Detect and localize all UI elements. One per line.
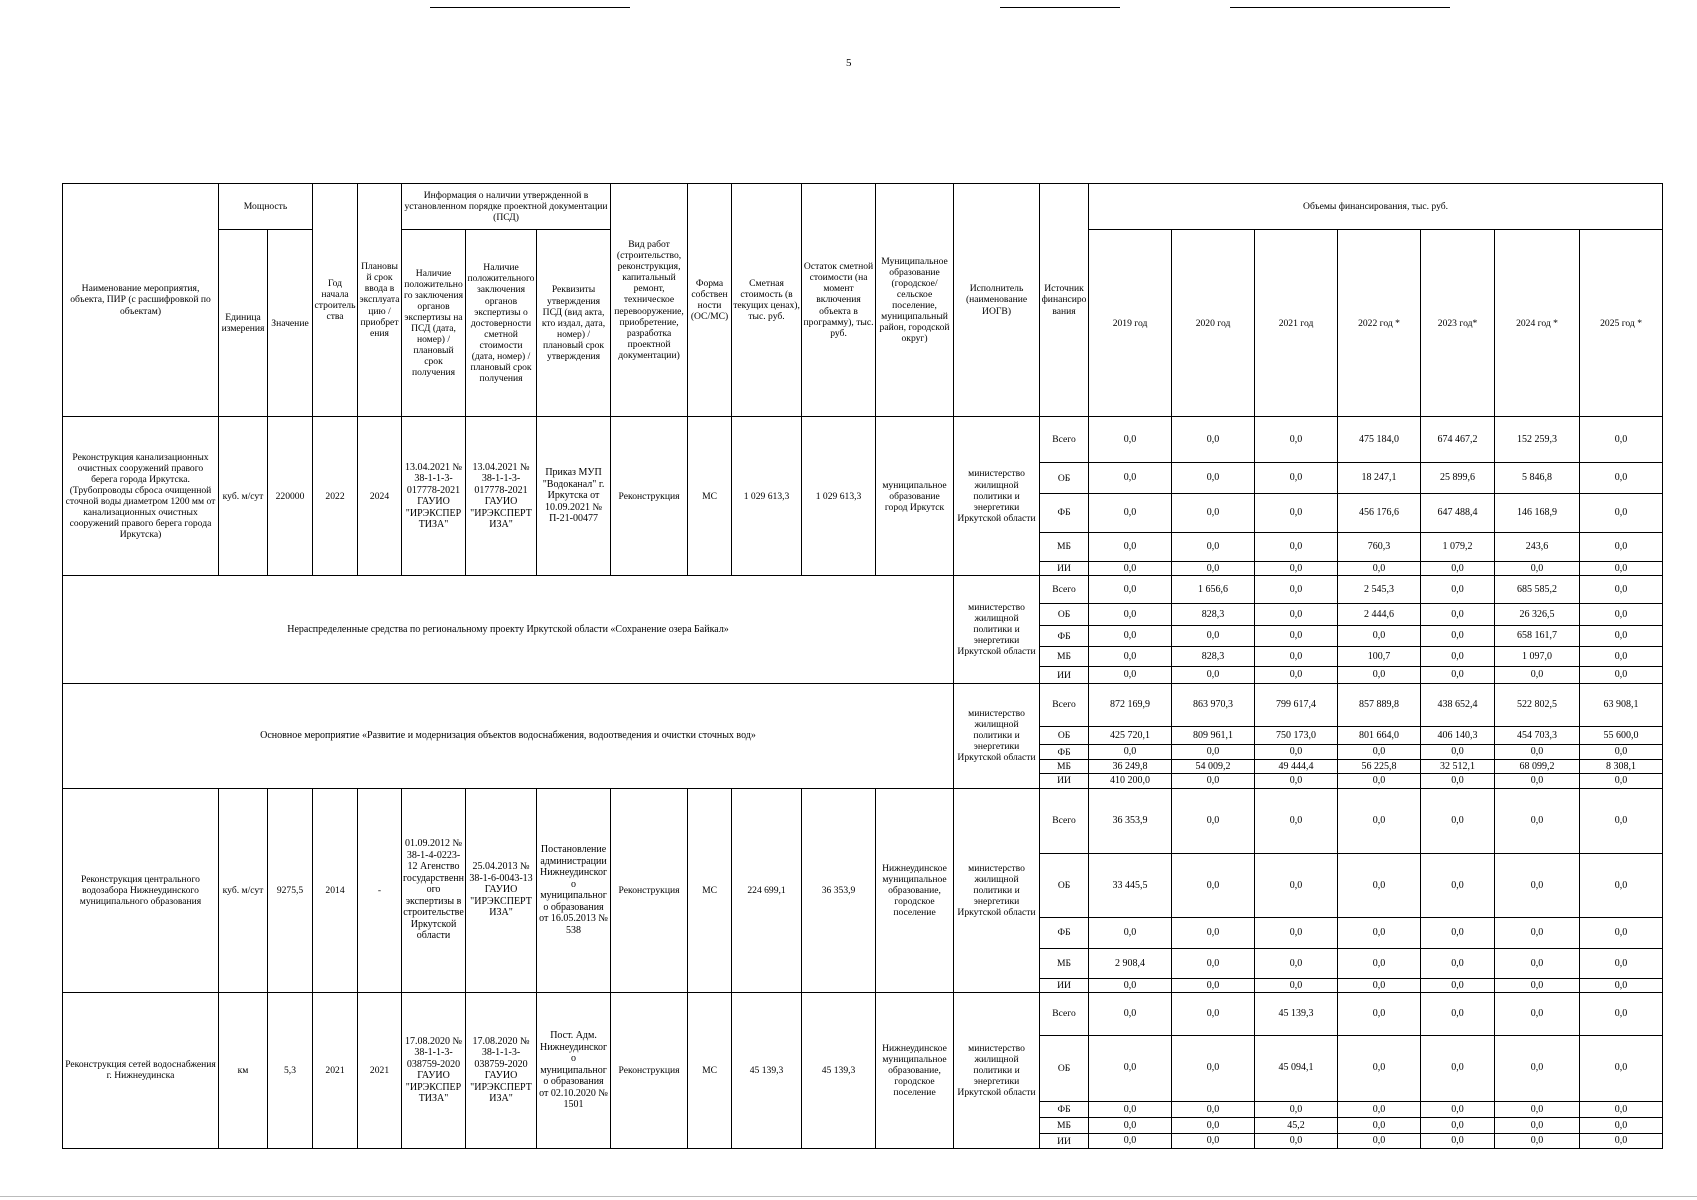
value-cell: 0,0 <box>1495 1035 1580 1101</box>
header-work-type: Вид работ (строительство, реконструкция, капитальный ремонт, техническое перевооружение, приобретение, разработка проектной документации) <box>611 184 688 417</box>
value-cell: 0,0 <box>1421 603 1495 626</box>
value-cell: 0,0 <box>1172 979 1255 992</box>
source-cell: Всего <box>1040 576 1089 604</box>
value-cell: 0,0 <box>1580 774 1663 788</box>
value-cell: 0,0 <box>1580 646 1663 667</box>
value-cell: 685 585,2 <box>1495 576 1580 604</box>
value-cell: 0,0 <box>1172 1118 1255 1134</box>
project-psd-requisites: Постановление администрации Нижнеудинского муниципального образования от 16.05.2013 № 538 <box>537 788 611 992</box>
header-value: Значение <box>268 230 313 417</box>
value-cell: 857 889,8 <box>1338 683 1421 726</box>
value-cell: 0,0 <box>1338 979 1421 992</box>
value-cell: 0,0 <box>1172 626 1255 647</box>
source-cell: Всего <box>1040 992 1089 1035</box>
project-municipality: муниципальное образование город Иркутск <box>876 417 954 576</box>
project-cost: 224 699,1 <box>732 788 802 992</box>
value-cell: 100,7 <box>1338 646 1421 667</box>
value-cell: 809 961,1 <box>1172 726 1255 744</box>
project-work-type: Реконструкция <box>611 788 688 992</box>
value-cell: 863 970,3 <box>1172 683 1255 726</box>
project-psd-positive: 01.09.2012 № 38-1-4-0223-12 Агенство государственного экспертизы в строительстве Иркутской области <box>402 788 466 992</box>
value-cell: 5 846,8 <box>1495 463 1580 494</box>
value-cell: 0,0 <box>1172 463 1255 494</box>
source-cell: МБ <box>1040 533 1089 562</box>
value-cell: 0,0 <box>1580 626 1663 647</box>
header-municipality: Муниципальное образование (городское/сельское поселение, муниципальный район, городской округ) <box>876 184 954 417</box>
project-name: Реконструкция сетей водоснабжения г. Нижнеудинска <box>63 992 219 1148</box>
value-cell: 0,0 <box>1089 603 1172 626</box>
value-cell: 0,0 <box>1495 1101 1580 1117</box>
value-cell: 0,0 <box>1338 854 1421 918</box>
value-cell: 45 139,3 <box>1255 992 1338 1035</box>
group-executor: министерство жилищной политики и энергетики Иркутской области <box>954 576 1040 684</box>
source-cell: ФБ <box>1040 745 1089 759</box>
value-cell: 0,0 <box>1580 667 1663 683</box>
value-cell: 674 467,2 <box>1421 417 1495 463</box>
value-cell: 0,0 <box>1255 417 1338 463</box>
value-cell: 0,0 <box>1421 646 1495 667</box>
value-cell: 0,0 <box>1089 917 1172 948</box>
value-cell: 54 009,2 <box>1172 759 1255 773</box>
value-cell: 0,0 <box>1172 667 1255 683</box>
value-cell: 0,0 <box>1580 494 1663 533</box>
source-cell: ОБ <box>1040 726 1089 744</box>
source-cell: ОБ <box>1040 603 1089 626</box>
project-remain: 36 353,9 <box>802 788 876 992</box>
source-cell: Всего <box>1040 683 1089 726</box>
value-cell: 0,0 <box>1172 948 1255 979</box>
project-psd-requisites: Приказ МУП "Водоканал" г. Иркутска от 10.09.2021 № П-21-00477 <box>537 417 611 576</box>
value-cell: 0,0 <box>1495 1134 1580 1149</box>
value-cell: 406 140,3 <box>1421 726 1495 744</box>
value-cell: 0,0 <box>1255 494 1338 533</box>
value-cell: 0,0 <box>1255 979 1338 992</box>
source-cell: МБ <box>1040 1118 1089 1134</box>
project-municipality: Нижнеудинское муниципальное образование, городское поселение <box>876 788 954 992</box>
source-cell: ОБ <box>1040 1035 1089 1101</box>
value-cell: 0,0 <box>1089 417 1172 463</box>
header-year-2023: 2023 год* <box>1421 230 1495 417</box>
value-cell: 0,0 <box>1338 1118 1421 1134</box>
value-cell: 0,0 <box>1172 917 1255 948</box>
value-cell: 26 326,5 <box>1495 603 1580 626</box>
value-cell: 0,0 <box>1421 561 1495 575</box>
value-cell: 0,0 <box>1421 626 1495 647</box>
value-cell: 0,0 <box>1580 917 1663 948</box>
value-cell: 243,6 <box>1495 533 1580 562</box>
value-cell: 0,0 <box>1338 1101 1421 1117</box>
value-cell: 0,0 <box>1338 1035 1421 1101</box>
header-remain: Остаток сметной стоимости (на момент включения объекта в программу), тыс. руб. <box>802 184 876 417</box>
value-cell: 0,0 <box>1421 1035 1495 1101</box>
value-cell: 0,0 <box>1580 979 1663 992</box>
value-cell: 0,0 <box>1172 417 1255 463</box>
project-ownership: МС <box>688 417 732 576</box>
value-cell: 0,0 <box>1495 854 1580 918</box>
value-cell: 0,0 <box>1338 745 1421 759</box>
value-cell: 2 908,4 <box>1089 948 1172 979</box>
value-cell: 0,0 <box>1338 561 1421 575</box>
project-unit: куб. м/сут <box>219 788 268 992</box>
project-value: 220000 <box>268 417 313 576</box>
value-cell: 0,0 <box>1580 788 1663 854</box>
source-cell: МБ <box>1040 646 1089 667</box>
source-cell: ФБ <box>1040 1101 1089 1117</box>
project-psd-reliability: 25.04.2013 № 38-1-6-0043-13 ГАУИО "ИРЭКСПЕРТИЗА" <box>466 788 537 992</box>
project-psd-requisites: Пост. Адм. Нижнеудинского муниципального образования от 02.10.2020 № 1501 <box>537 992 611 1148</box>
value-cell: 0,0 <box>1172 774 1255 788</box>
value-cell: 36 353,9 <box>1089 788 1172 854</box>
value-cell: 438 652,4 <box>1421 683 1495 726</box>
project-work-type: Реконструкция <box>611 992 688 1148</box>
value-cell: 0,0 <box>1172 1101 1255 1117</box>
source-cell: ИИ <box>1040 667 1089 683</box>
value-cell: 18 247,1 <box>1338 463 1421 494</box>
value-cell: 36 249,8 <box>1089 759 1172 773</box>
value-cell: 0,0 <box>1580 1101 1663 1117</box>
value-cell: 0,0 <box>1495 1118 1580 1134</box>
value-cell: 45 094,1 <box>1255 1035 1338 1101</box>
value-cell: 0,0 <box>1089 992 1172 1035</box>
value-cell: 0,0 <box>1495 667 1580 683</box>
value-cell: 0,0 <box>1338 667 1421 683</box>
value-cell: 0,0 <box>1495 917 1580 948</box>
value-cell: 0,0 <box>1580 561 1663 575</box>
table-row <box>63 417 1663 463</box>
value-cell: 0,0 <box>1495 745 1580 759</box>
value-cell: 0,0 <box>1338 1134 1421 1149</box>
value-cell: 750 173,0 <box>1255 726 1338 744</box>
header-power: Мощность <box>219 184 313 230</box>
project-plan-year: 2024 <box>358 417 402 576</box>
table-row <box>63 683 1663 726</box>
value-cell: 0,0 <box>1255 1101 1338 1117</box>
value-cell: 0,0 <box>1421 745 1495 759</box>
source-cell: ОБ <box>1040 463 1089 494</box>
project-psd-positive: 17.08.2020 № 38-1-1-3-038759-2020 ГАУИО "ИРЭКСПЕРТИЗА" <box>402 992 466 1148</box>
value-cell: 0,0 <box>1255 626 1338 647</box>
value-cell: 0,0 <box>1089 626 1172 647</box>
group-executor: министерство жилищной политики и энергетики Иркутской области <box>954 683 1040 788</box>
value-cell: 0,0 <box>1089 1035 1172 1101</box>
project-start-year: 2021 <box>313 992 358 1148</box>
table-row <box>63 992 1663 1035</box>
value-cell: 2 444,6 <box>1338 603 1421 626</box>
header-year-2024: 2024 год * <box>1495 230 1580 417</box>
project-psd-reliability: 17.08.2020 № 38-1-1-3-038759-2020 ГАУИО "ИРЭКСПЕРТИЗА" <box>466 992 537 1148</box>
project-psd-positive: 13.04.2021 № 38-1-1-3-017778-2021 ГАУИО "ИРЭКСПЕРТИЗА" <box>402 417 466 576</box>
value-cell: 0,0 <box>1089 745 1172 759</box>
value-cell: 425 720,1 <box>1089 726 1172 744</box>
source-cell: ОБ <box>1040 854 1089 918</box>
value-cell: 0,0 <box>1580 1118 1663 1134</box>
value-cell: 0,0 <box>1421 774 1495 788</box>
header-start-year: Год начала строительства <box>313 184 358 417</box>
source-cell: ИИ <box>1040 979 1089 992</box>
value-cell: 801 664,0 <box>1338 726 1421 744</box>
value-cell: 872 169,9 <box>1089 683 1172 726</box>
value-cell: 760,3 <box>1338 533 1421 562</box>
value-cell: 475 184,0 <box>1338 417 1421 463</box>
value-cell: 0,0 <box>1421 948 1495 979</box>
value-cell: 0,0 <box>1421 1134 1495 1149</box>
financing-table <box>62 183 1663 1149</box>
value-cell: 0,0 <box>1255 917 1338 948</box>
value-cell: 0,0 <box>1255 745 1338 759</box>
value-cell: 0,0 <box>1580 1134 1663 1149</box>
value-cell: 0,0 <box>1172 533 1255 562</box>
value-cell: 0,0 <box>1255 667 1338 683</box>
source-cell: ИИ <box>1040 1134 1089 1149</box>
value-cell: 0,0 <box>1580 576 1663 604</box>
source-cell: МБ <box>1040 948 1089 979</box>
project-ownership: МС <box>688 788 732 992</box>
value-cell: 828,3 <box>1172 646 1255 667</box>
header-year-2019: 2019 год <box>1089 230 1172 417</box>
scan-artifact-line <box>1230 7 1450 8</box>
value-cell: 0,0 <box>1580 463 1663 494</box>
page-number: 5 <box>846 57 852 69</box>
value-cell: 45,2 <box>1255 1118 1338 1134</box>
value-cell: 0,0 <box>1495 788 1580 854</box>
project-executor: министерство жилищной политики и энергетики Иркутской области <box>954 417 1040 576</box>
value-cell: 0,0 <box>1089 646 1172 667</box>
value-cell: 0,0 <box>1495 561 1580 575</box>
project-work-type: Реконструкция <box>611 417 688 576</box>
project-unit: куб. м/сут <box>219 417 268 576</box>
header-psd-requisites: Реквизиты утверждения ПСД (вид акта, кто издал, дата, номер) / плановый срок утверждения <box>537 230 611 417</box>
value-cell: 0,0 <box>1421 917 1495 948</box>
project-plan-year: 2021 <box>358 992 402 1148</box>
header-ownership: Форма собственности (ОС/МС) <box>688 184 732 417</box>
value-cell: 0,0 <box>1172 494 1255 533</box>
header-year-2021: 2021 год <box>1255 230 1338 417</box>
value-cell: 0,0 <box>1421 576 1495 604</box>
group-title: Основное мероприятие «Развитие и модернизация объектов водоснабжения, водоотведения и очистки сточных вод» <box>63 683 954 788</box>
project-plan-year: - <box>358 788 402 992</box>
source-cell: ФБ <box>1040 494 1089 533</box>
value-cell: 1 656,6 <box>1172 576 1255 604</box>
scan-artifact-line <box>430 7 630 8</box>
source-cell: ИИ <box>1040 774 1089 788</box>
value-cell: 0,0 <box>1338 917 1421 948</box>
source-cell: Всего <box>1040 788 1089 854</box>
project-value: 9275,5 <box>268 788 313 992</box>
value-cell: 0,0 <box>1255 854 1338 918</box>
project-executor: министерство жилищной политики и энергетики Иркутской области <box>954 992 1040 1148</box>
value-cell: 0,0 <box>1172 561 1255 575</box>
value-cell: 0,0 <box>1172 1134 1255 1149</box>
value-cell: 0,0 <box>1338 992 1421 1035</box>
header-year-2025: 2025 год * <box>1580 230 1663 417</box>
value-cell: 647 488,4 <box>1421 494 1495 533</box>
value-cell: 0,0 <box>1172 992 1255 1035</box>
value-cell: 0,0 <box>1495 992 1580 1035</box>
header-source: Источник финансирования <box>1040 184 1089 417</box>
value-cell: 56 225,8 <box>1338 759 1421 773</box>
value-cell: 0,0 <box>1172 1035 1255 1101</box>
source-cell: ФБ <box>1040 917 1089 948</box>
value-cell: 658 161,7 <box>1495 626 1580 647</box>
project-remain: 45 139,3 <box>802 992 876 1148</box>
value-cell: 0,0 <box>1255 561 1338 575</box>
value-cell: 8 308,1 <box>1580 759 1663 773</box>
header-funding: Объемы финансирования, тыс. руб. <box>1089 184 1663 230</box>
source-cell: ИИ <box>1040 561 1089 575</box>
value-cell: 146 168,9 <box>1495 494 1580 533</box>
value-cell: 1 097,0 <box>1495 646 1580 667</box>
value-cell: 0,0 <box>1172 745 1255 759</box>
value-cell: 0,0 <box>1089 576 1172 604</box>
table-row <box>63 576 1663 604</box>
value-cell: 456 176,6 <box>1338 494 1421 533</box>
value-cell: 0,0 <box>1580 603 1663 626</box>
value-cell: 32 512,1 <box>1421 759 1495 773</box>
project-unit: км <box>219 992 268 1148</box>
source-cell: ФБ <box>1040 626 1089 647</box>
value-cell: 0,0 <box>1255 1134 1338 1149</box>
value-cell: 25 899,6 <box>1421 463 1495 494</box>
value-cell: 0,0 <box>1580 417 1663 463</box>
value-cell: 0,0 <box>1255 603 1338 626</box>
group-title: Нераспределенные средства по региональному проекту Иркутской области «Сохранение озера Байкал» <box>63 576 954 684</box>
header-year-2022: 2022 год * <box>1338 230 1421 417</box>
value-cell: 0,0 <box>1338 788 1421 854</box>
value-cell: 0,0 <box>1421 1101 1495 1117</box>
value-cell: 454 703,3 <box>1495 726 1580 744</box>
value-cell: 0,0 <box>1421 854 1495 918</box>
value-cell: 0,0 <box>1338 774 1421 788</box>
value-cell: 0,0 <box>1421 992 1495 1035</box>
project-remain: 1 029 613,3 <box>802 417 876 576</box>
project-value: 5,3 <box>268 992 313 1148</box>
value-cell: 0,0 <box>1421 788 1495 854</box>
project-ownership: МС <box>688 992 732 1148</box>
value-cell: 0,0 <box>1421 979 1495 992</box>
value-cell: 0,0 <box>1089 1134 1172 1149</box>
header-plan-year: Плановый срок ввода в эксплуатацию / приобретения <box>358 184 402 417</box>
value-cell: 0,0 <box>1172 854 1255 918</box>
value-cell: 0,0 <box>1255 533 1338 562</box>
scan-artifact-line <box>0 1196 1697 1197</box>
header-psd-info: Информация о наличии утвержденной в установленном порядке проектной документации (ПСД) <box>402 184 611 230</box>
value-cell: 0,0 <box>1089 561 1172 575</box>
value-cell: 33 445,5 <box>1089 854 1172 918</box>
project-name: Реконструкция канализационных очистных сооружений правого берега города Иркутска. (Трубопроводы сброса очищенной сточной воды диаметром 1200 мм от канализационных очистных сооружений правого берега города Иркутска) <box>63 417 219 576</box>
header-psd-reliability: Наличие положительного заключения органов экспертизы о достоверности сметной стоимости (дата, номер) / плановый срок получения <box>466 230 537 417</box>
project-start-year: 2014 <box>313 788 358 992</box>
value-cell: 828,3 <box>1172 603 1255 626</box>
value-cell: 0,0 <box>1580 533 1663 562</box>
value-cell: 0,0 <box>1255 788 1338 854</box>
value-cell: 68 099,2 <box>1495 759 1580 773</box>
source-cell: МБ <box>1040 759 1089 773</box>
header-executor: Исполнитель (наименование ИОГВ) <box>954 184 1040 417</box>
value-cell: 799 617,4 <box>1255 683 1338 726</box>
table-row <box>63 788 1663 854</box>
value-cell: 0,0 <box>1255 576 1338 604</box>
scan-artifact-line <box>1000 7 1120 8</box>
value-cell: 0,0 <box>1089 1118 1172 1134</box>
header-cost: Сметная стоимость (в текущих ценах), тыс. руб. <box>732 184 802 417</box>
value-cell: 0,0 <box>1580 1035 1663 1101</box>
project-cost: 1 029 613,3 <box>732 417 802 576</box>
source-cell: Всего <box>1040 417 1089 463</box>
value-cell: 0,0 <box>1495 774 1580 788</box>
value-cell: 0,0 <box>1580 745 1663 759</box>
value-cell: 0,0 <box>1255 948 1338 979</box>
value-cell: 0,0 <box>1089 1101 1172 1117</box>
value-cell: 0,0 <box>1089 667 1172 683</box>
value-cell: 0,0 <box>1580 948 1663 979</box>
value-cell: 0,0 <box>1421 667 1495 683</box>
value-cell: 410 200,0 <box>1089 774 1172 788</box>
value-cell: 1 079,2 <box>1421 533 1495 562</box>
value-cell: 0,0 <box>1255 774 1338 788</box>
value-cell: 0,0 <box>1172 788 1255 854</box>
value-cell: 0,0 <box>1255 463 1338 494</box>
value-cell: 55 600,0 <box>1580 726 1663 744</box>
header-year-2020: 2020 год <box>1172 230 1255 417</box>
value-cell: 0,0 <box>1338 626 1421 647</box>
value-cell: 0,0 <box>1089 533 1172 562</box>
value-cell: 0,0 <box>1255 646 1338 667</box>
value-cell: 0,0 <box>1495 979 1580 992</box>
project-start-year: 2022 <box>313 417 358 576</box>
project-executor: министерство жилищной политики и энергетики Иркутской области <box>954 788 1040 992</box>
value-cell: 0,0 <box>1338 948 1421 979</box>
header-psd-positive: Наличие положительного заключения органов экспертизы на ПСД (дата, номер) / плановый срок получения <box>402 230 466 417</box>
project-psd-reliability: 13.04.2021 № 38-1-1-3-017778-2021 ГАУИО "ИРЭКСПЕРТИЗА" <box>466 417 537 576</box>
value-cell: 0,0 <box>1089 979 1172 992</box>
value-cell: 2 545,3 <box>1338 576 1421 604</box>
value-cell: 0,0 <box>1089 463 1172 494</box>
value-cell: 0,0 <box>1495 948 1580 979</box>
project-cost: 45 139,3 <box>732 992 802 1148</box>
header-unit: Единица измерения <box>219 230 268 417</box>
value-cell: 0,0 <box>1089 494 1172 533</box>
project-municipality: Нижнеудинское муниципальное образование, городское поселение <box>876 992 954 1148</box>
value-cell: 63 908,1 <box>1580 683 1663 726</box>
header-name: Наименование мероприятия, объекта, ПИР (с расшифровкой по объектам) <box>63 184 219 417</box>
value-cell: 0,0 <box>1580 992 1663 1035</box>
value-cell: 522 802,5 <box>1495 683 1580 726</box>
value-cell: 0,0 <box>1421 1118 1495 1134</box>
value-cell: 0,0 <box>1580 854 1663 918</box>
value-cell: 49 444,4 <box>1255 759 1338 773</box>
project-name: Реконструкция центрального водозабора Нижнеудинского муниципального образования <box>63 788 219 992</box>
value-cell: 152 259,3 <box>1495 417 1580 463</box>
